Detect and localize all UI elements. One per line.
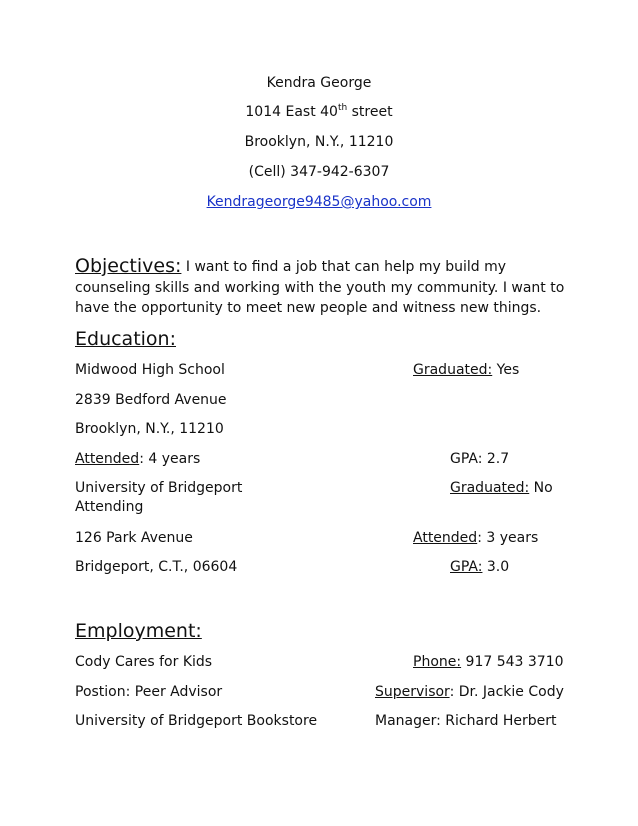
school1-attended-value: : 4 years	[139, 451, 201, 467]
job1-employer: Cody Cares for Kids	[75, 654, 213, 670]
objectives-text: I want to find a job that can help my build my counseling skills and working with the youth my community. I want to have the opportunity to meet new people and witness new things.	[75, 259, 565, 316]
job1-phone-label: Phone:	[413, 654, 462, 670]
school1-attended-label: Attended	[75, 451, 140, 467]
school1-graduated-value: Yes	[492, 362, 520, 378]
applicant-name: Kendra George	[266, 75, 372, 91]
school1-name: Midwood High School	[75, 362, 225, 378]
job1-supervisor-label: Supervisor	[375, 684, 450, 700]
school2-graduated-value: No	[529, 480, 553, 496]
school2-gpa-label: GPA:	[450, 559, 483, 575]
school2-city: Bridgeport, C.T., 06604	[75, 559, 238, 575]
street-number: 1014 East 40	[245, 104, 338, 120]
phone-number: (Cell) 347-942-6307	[248, 164, 390, 180]
school2-attended	[413, 530, 538, 546]
school2-graduated-label: Graduated:	[450, 480, 530, 496]
school2-name: University of Bridgeport	[75, 480, 243, 496]
street-address	[0, 104, 638, 120]
job2-employer: University of Bridgeport Bookstore	[75, 713, 318, 729]
school1-city: Brooklyn, N.Y., 11210	[75, 421, 224, 437]
school1-attended	[75, 451, 200, 467]
objectives-heading: Objectives:	[75, 255, 182, 277]
job1-position: Postion: Peer Advisor	[75, 684, 223, 700]
education-heading: Education:	[75, 328, 176, 350]
school2-gpa	[450, 559, 509, 575]
school2-attended-value: : 3 years	[477, 530, 539, 546]
objectives-section	[75, 255, 565, 319]
email-link[interactable]: Kendrageorge9485@yahoo.com	[206, 194, 432, 210]
employment-heading: Employment:	[75, 620, 202, 642]
job1-supervisor-value: : Dr. Jackie Cody	[449, 684, 564, 700]
street-ordinal: th	[337, 103, 348, 113]
school1-graduated-label: Graduated:	[413, 362, 493, 378]
job1-phone-value: 917 543 3710	[461, 654, 564, 670]
school2-status: Attending	[75, 499, 144, 515]
job2-manager: Manager: Richard Herbert	[375, 713, 557, 729]
school2-gpa-value: 3.0	[482, 559, 510, 575]
school2-attended-label: Attended	[413, 530, 478, 546]
school1-graduated	[413, 362, 519, 378]
job1-phone	[413, 654, 564, 670]
email-row	[0, 194, 638, 210]
school1-address: 2839 Bedford Avenue	[75, 392, 227, 408]
school1-gpa: GPA: 2.7	[450, 451, 510, 467]
school2-graduated	[450, 480, 553, 496]
school2-address: 126 Park Avenue	[75, 530, 193, 546]
city-state-zip: Brooklyn, N.Y., 11210	[244, 134, 394, 150]
job1-supervisor	[375, 684, 564, 700]
street-name: street	[347, 104, 393, 120]
